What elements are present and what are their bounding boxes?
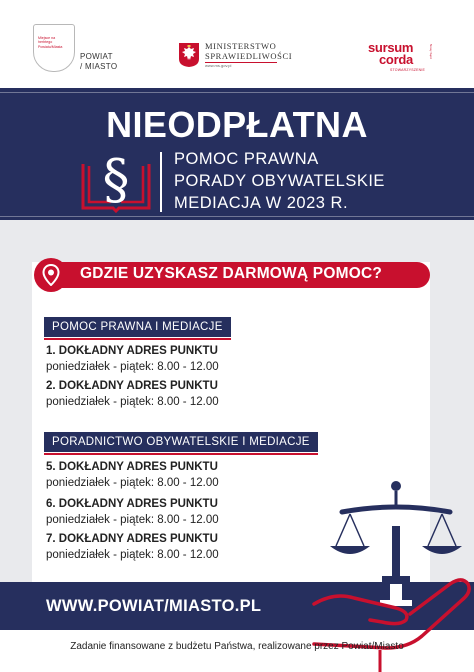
ministry-name-line1: MINISTERSTWO xyxy=(205,41,277,51)
subtitle-legal-aid: POMOC PRAWNA xyxy=(174,150,319,168)
ministry-name-line2: SPRAWIEDLIWOŚCI xyxy=(205,50,293,61)
svg-text:§: § xyxy=(102,150,130,211)
crest-placeholder-text: Miejsce na herbtego Powiatu/Miasta xyxy=(38,36,63,49)
county-name-line1: POWIAT xyxy=(80,52,113,61)
website-url[interactable]: WWW.POWIAT/MIASTO.PL xyxy=(46,597,262,615)
partner-logo-side-text: Nowy Sącz xyxy=(429,44,433,60)
point-hours: poniedziałek - piątek: 8.00 - 12.00 xyxy=(46,361,219,373)
funding-footer: Zadanie finansowane z budżetu Państwa, realizowane przez Powiat/Miasto xyxy=(70,641,404,652)
point-address: 1. DOKŁADNY ADRES PUNKTU xyxy=(46,345,218,357)
county-name-line2: / MIASTO xyxy=(80,62,118,71)
point-address: 7. DOKŁADNY ADRES PUNKTU xyxy=(46,533,218,545)
section-heading-legal-aid: POMOC PRAWNA I MEDIACJE xyxy=(44,317,231,337)
partner-logo-word2: corda xyxy=(379,52,413,67)
white-eagle-icon xyxy=(178,42,200,68)
point-hours: poniedziałek - piątek: 8.00 - 12.00 xyxy=(46,514,219,526)
section-heading-civic-advice: PORADNICTWO OBYWATELSKIE I MEDIACJE xyxy=(44,432,318,452)
partner-logo-word1: sursum xyxy=(368,40,414,55)
point-hours: poniedziałek - piątek: 8.00 - 12.00 xyxy=(46,396,219,408)
paragraph-book-icon xyxy=(80,150,154,214)
title-divider xyxy=(160,152,162,212)
point-address: 6. DOKŁADNY ADRES PUNKTU xyxy=(46,498,218,510)
main-title: NIEODPŁATNA xyxy=(106,104,368,145)
question-text: GDZIE UZYSKASZ DARMOWĄ POMOC? xyxy=(80,265,383,282)
header xyxy=(0,0,474,88)
county-crest-placeholder xyxy=(33,24,75,72)
point-address: 5. DOKŁADNY ADRES PUNKTU xyxy=(46,461,218,473)
ministry-name xyxy=(205,42,292,71)
location-pin-icon xyxy=(42,264,60,286)
ministry-url: www.ms.gov.pl xyxy=(205,63,232,68)
subtitle-mediation: MEDIACJA W 2023 R. xyxy=(174,194,349,212)
point-address: 2. DOKŁADNY ADRES PUNKTU xyxy=(46,380,218,392)
partner-logo-subtitle: STOWARZYSZENIE xyxy=(390,68,426,72)
title-band-top-rule xyxy=(0,92,474,93)
county-name xyxy=(80,52,117,72)
partner-logo xyxy=(368,40,438,80)
ministry-underline xyxy=(205,62,277,63)
point-hours: poniedziałek - piątek: 8.00 - 12.00 xyxy=(46,477,219,489)
title-band-bottom-rule xyxy=(0,216,474,217)
point-hours: poniedziałek - piątek: 8.00 - 12.00 xyxy=(46,549,219,561)
subtitle-civic-advice: PORADY OBYWATELSKIE xyxy=(174,172,385,190)
